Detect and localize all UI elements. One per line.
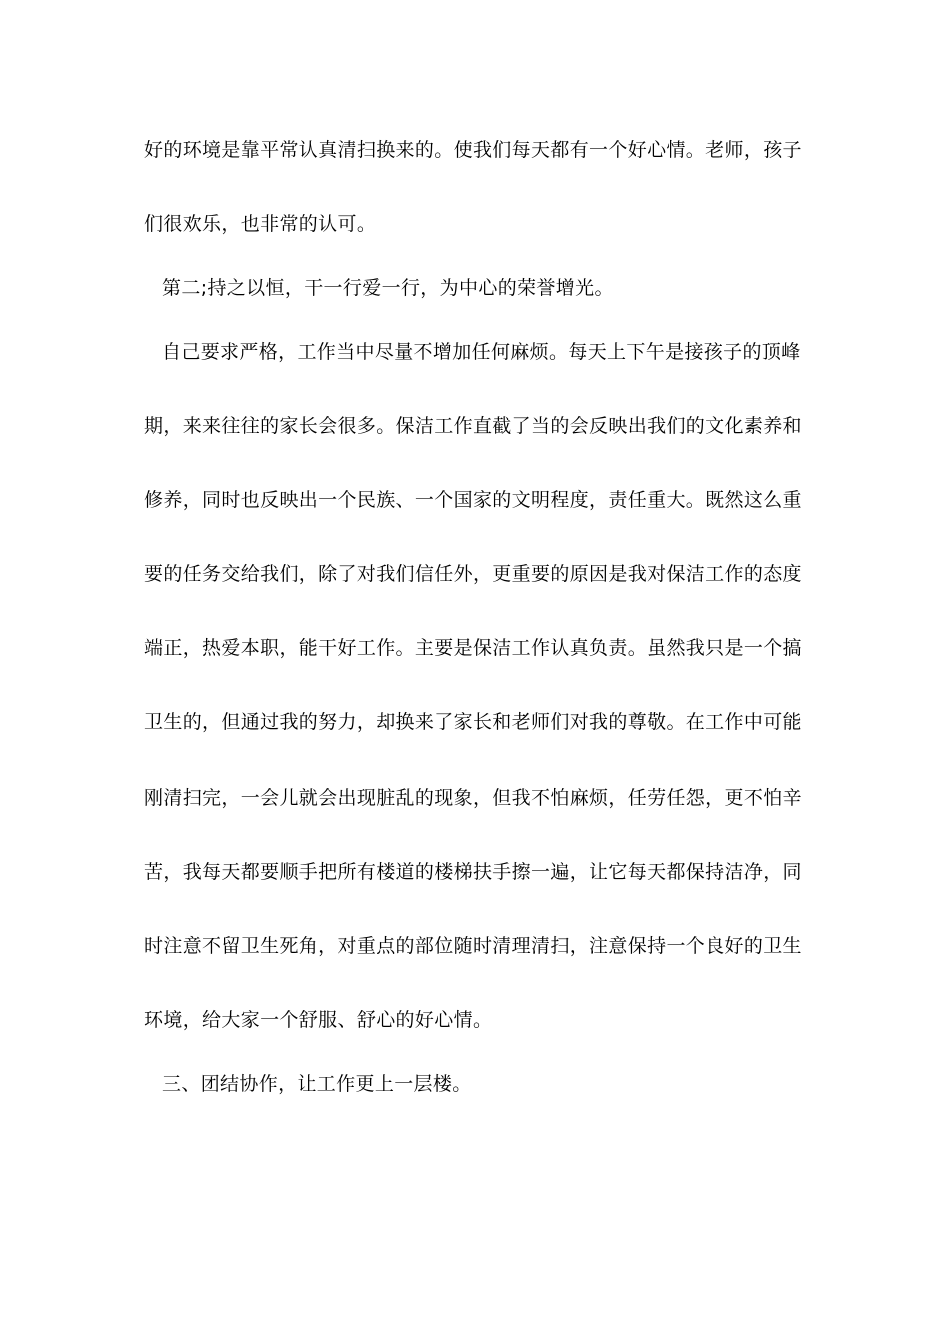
text-line-9: 卫生的，但通过我的努力，却换来了家长和老师们对我的尊敬。在工作中可能 [144, 711, 802, 733]
text-line-6: 修养，同时也反映出一个民族、一个国家的文明程度，责任重大。既然这么重 [144, 489, 802, 511]
section-heading-2: 第二;持之以恒，干一行爱一行，为中心的荣誉增光。 [162, 277, 614, 299]
text-line-1: 好的环境是靠平常认真清扫换来的。使我们每天都有一个好心情。老师，孩子 [144, 139, 802, 161]
text-line-5: 期，来来往往的家长会很多。保洁工作直截了当的会反映出我们的文化素养和 [144, 415, 802, 437]
text-line-10: 刚清扫完，一会儿就会出现脏乱的现象，但我不怕麻烦，任劳任怨，更不怕辛 [144, 787, 802, 809]
text-line-4: 自己要求严格，工作当中尽量不增加任何麻烦。每天上下午是接孩子的顶峰 [162, 341, 801, 363]
text-line-12: 时注意不留卫生死角，对重点的部位随时清理清扫，注意保持一个良好的卫生 [144, 935, 802, 957]
text-line-13: 环境，给大家一个舒服、舒心的好心情。 [144, 1009, 493, 1031]
text-line-2: 们很欢乐，也非常的认可。 [144, 213, 377, 235]
text-line-7: 要的任务交给我们，除了对我们信任外，更重要的原因是我对保洁工作的态度 [144, 563, 802, 585]
text-line-11: 苦，我每天都要顺手把所有楼道的楼梯扶手擦一遍，让它每天都保持洁净，同 [144, 861, 802, 883]
section-heading-3: 三、团结协作，让工作更上一层楼。 [162, 1073, 472, 1095]
text-line-8: 端正，热爱本职，能干好工作。主要是保洁工作认真负责。虽然我只是一个搞 [144, 637, 802, 659]
